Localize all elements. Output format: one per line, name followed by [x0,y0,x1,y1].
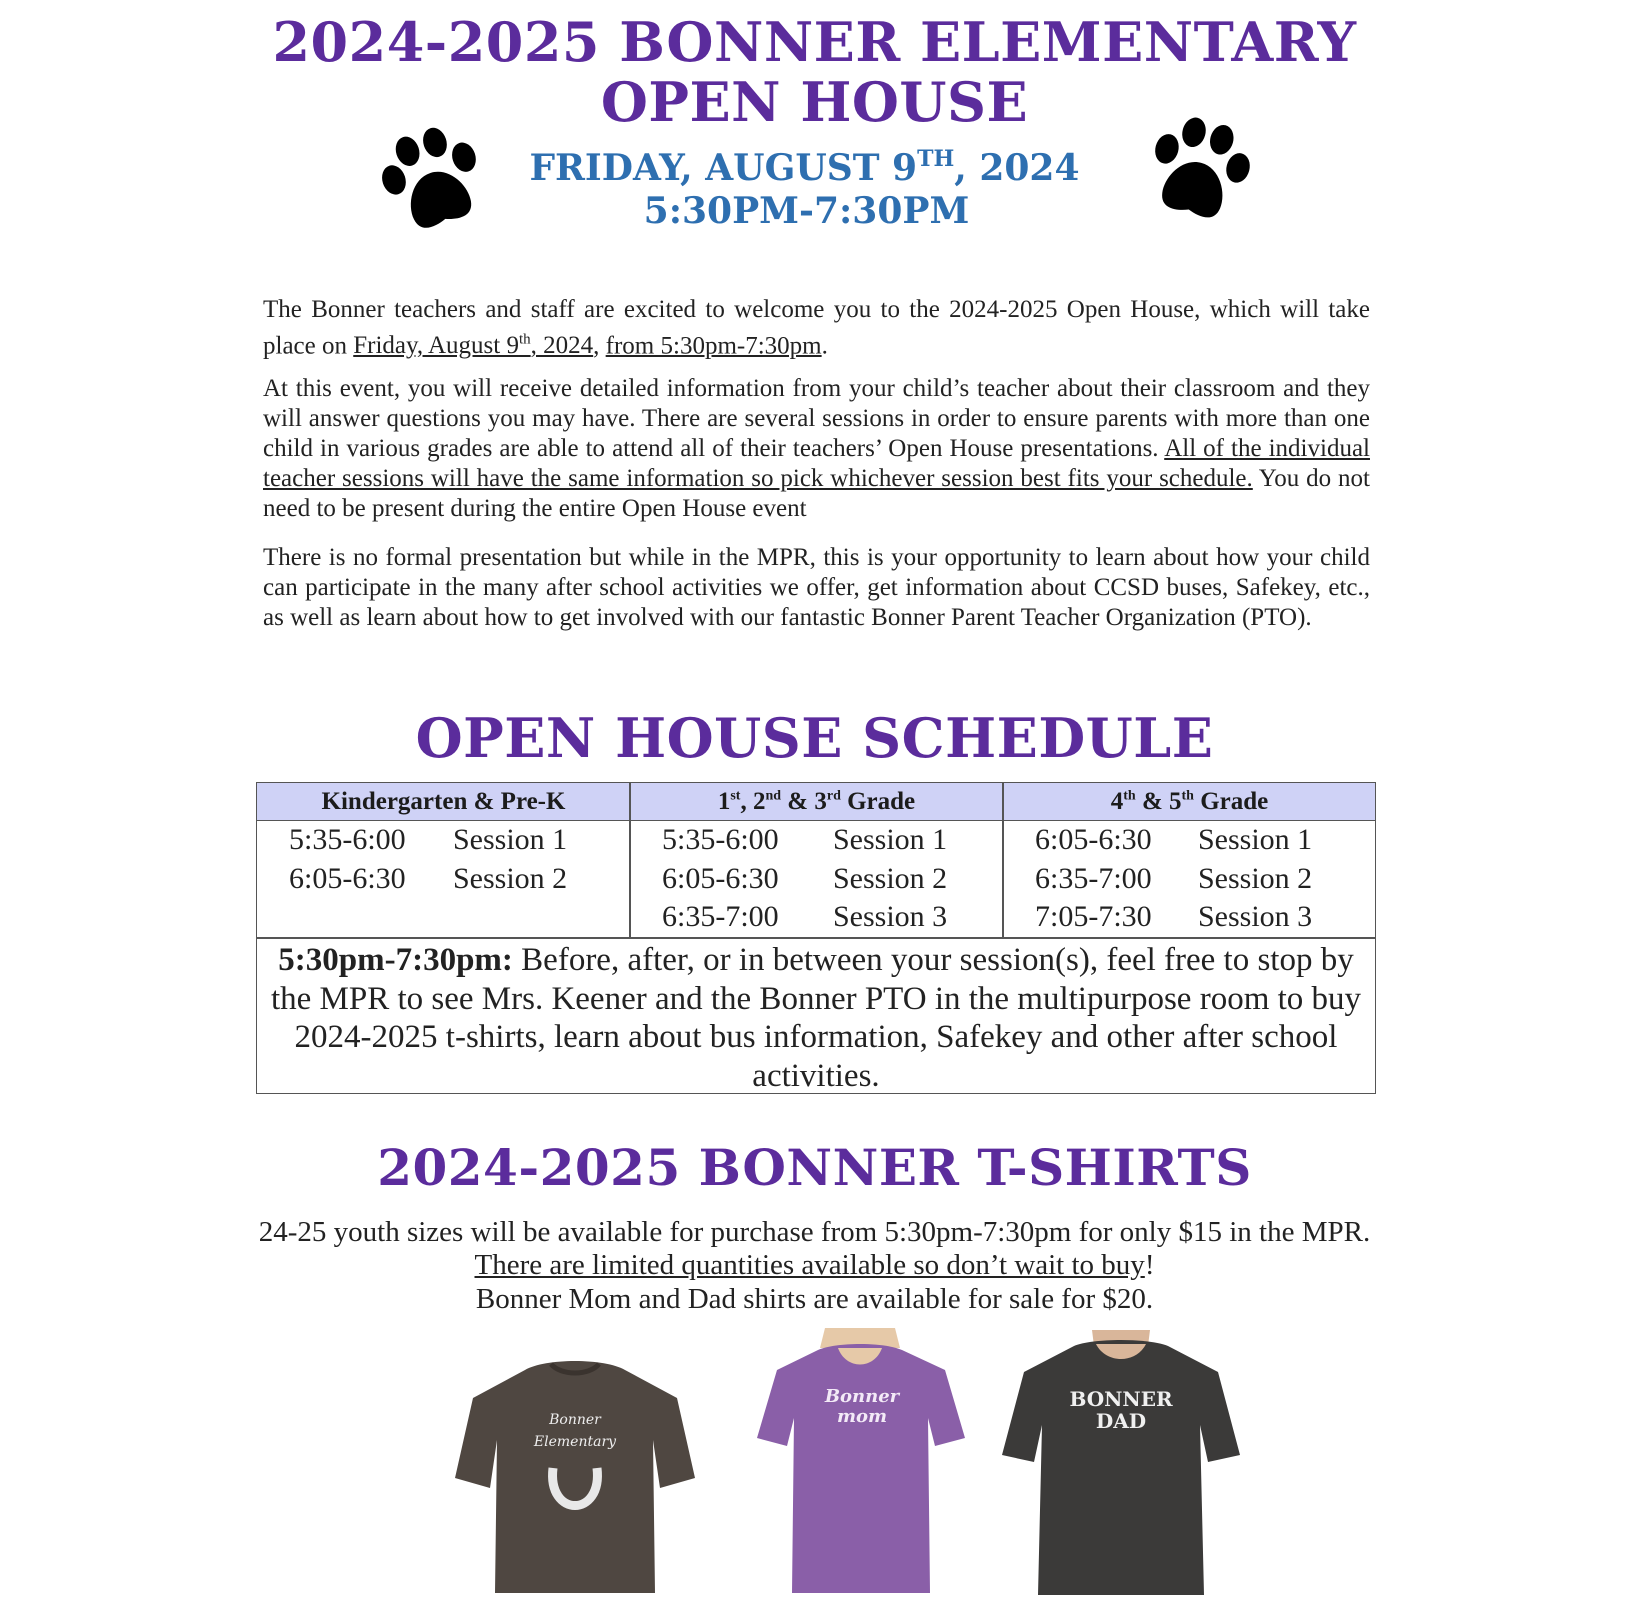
session-time: 6:05-6:30 [662,862,779,895]
event-time: 5:30PM-7:30PM [643,190,970,232]
row-divider [257,937,1375,939]
column-header-grades-1-3: 1st, 2nd & 3rd Grade [717,788,916,815]
intro-paragraph-1: The Bonner teachers and staff are excited to welcome you to the 2024-2025 Open House, which will take place on Friday, August 9th, 2024, from 5:30pm-7:30pm. [263,296,1370,360]
session-label: Session 2 [453,862,568,895]
dad-tshirt-image [1000,1330,1240,1595]
session-time: 7:05-7:30 [1035,900,1152,933]
session-label: Session 2 [1198,862,1313,895]
mpr-note: 5:30pm-7:30pm: Before, after, or in between your session(s), feel free to stop by the MPR to see Mrs. Keener and the Bonner PTO in the multipurpose room to buy 2024-2025 t-shirts, learn about bus information, Safekey and other after school activities. [270,942,1362,1094]
column-header-grades-4-5: 4th & 5th Grade [1110,788,1269,815]
session-time: 6:05-6:30 [289,862,406,895]
parent-shirt-line: Bonner Mom and Dad shirts are available for sale for $20. [475,1283,1154,1315]
schedule-header-row [257,783,1375,821]
session-time: 5:35-6:00 [289,823,406,856]
schedule-table [256,782,1376,1094]
column-divider [1002,783,1004,937]
event-date: FRIDAY, AUGUST 9TH, 2024 [529,146,1080,189]
intro-paragraph-2: At this event, you will receive detailed information from your child’s teacher about their classroom and they will answer questions you may have. There are several sessions in order to ensure parents with more than one child in various grades are able to attend all of their teachers’ Open House presentations. All of the individual teacher sessions will have the same information so pick whichever session best fits your schedule. You do not need to be present during the entire Open House event [263,375,1370,522]
shirt-print-text: Bonner [824,1386,900,1407]
shirt-print-text: DAD [1095,1409,1147,1433]
shirt-print-text: Elementary [533,1434,617,1450]
tshirts-title: 2024-2025 BONNER T-SHIRTS [377,1138,1252,1197]
shirt-print-text: mom [836,1406,888,1427]
mom-tshirt-image [740,1328,980,1593]
session-label: Session 3 [1198,900,1313,933]
flyer-title-line2: OPEN HOUSE [600,70,1029,134]
tshirt-price-line: 24-25 youth sizes will be available for purchase from 5:30pm-7:30pm for only $15 in the MPR. [258,1216,1371,1248]
session-time: 6:05-6:30 [1035,823,1152,856]
session-label: Session 1 [453,823,568,856]
session-label: Session 2 [833,862,948,895]
session-time: 5:35-6:00 [662,823,779,856]
session-time: 6:35-7:00 [662,900,779,933]
schedule-title: OPEN HOUSE SCHEDULE [415,706,1214,770]
intro-paragraph-3: There is no formal presentation but while in the MPR, this is your opportunity to learn about how your child can participate in the many after school activities we offer, get information about CCSD buses, Safekey, etc., as well as learn about how to get involved with our fantastic Bonner Parent Teacher Organization (PTO). [263,544,1370,631]
session-time: 6:35-7:00 [1035,862,1152,895]
column-header-kindergarten: Kindergarten & Pre-K [321,788,566,815]
shirt-print-text: BONNER [1069,1387,1173,1411]
flyer-title-line1: 2024-2025 BONNER ELEMENTARY [272,10,1357,74]
shirt-print-text: Bonner [549,1412,601,1428]
session-label: Session 1 [1198,823,1313,856]
tshirt-limited-line: There are limited quantities available so don’t wait to buy! [474,1249,1155,1281]
student-tshirt-image [455,1328,695,1593]
session-label: Session 1 [833,823,948,856]
column-divider [629,783,631,937]
session-label: Session 3 [833,900,948,933]
